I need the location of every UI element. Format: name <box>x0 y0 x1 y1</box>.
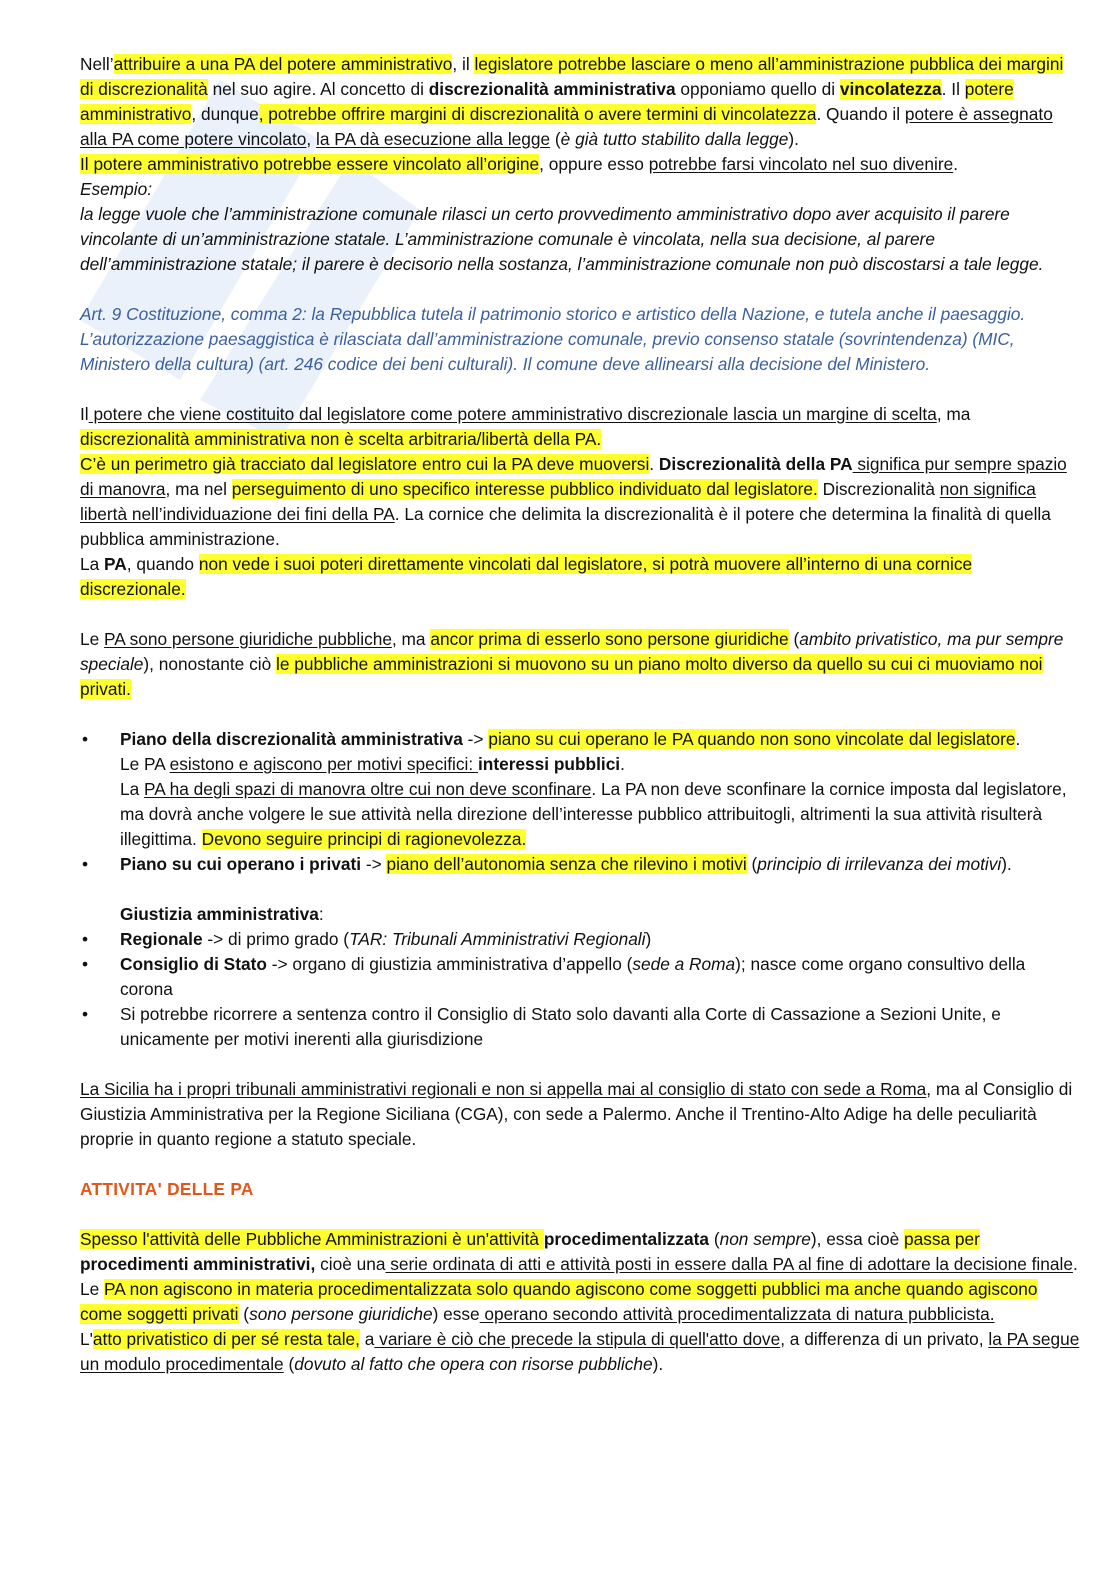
paragraph-persone-giuridiche: Le PA sono persone giuridiche pubbliche, ma ancor prima di esserlo sono persone giuridiche (ambito privatistico, ma pur sempre speciale), nonostante ciò le pubbliche amministrazioni si muovono su un piano molto diverso da quello su cui ci muoviamo noi privati. <box>80 629 1064 699</box>
list-item-regionale: • Regionale -> di primo grado (TAR: Tribunali Amministrativi Regionali) <box>80 927 1080 952</box>
example-label: Esempio: <box>80 179 153 199</box>
paragraph-potere-discrezionale: Il potere che viene costituito dal legislatore come potere amministrativo discrezionale lascia un margine di scelta, ma discrezionalità amministrativa non è scelta arbitraria/libertà della PA. C’è un perimetro già tracciato dal legislatore entro cui la PA deve muoversi. Discrezionalità della PA significa pur sempre spazio di manovra, ma nel perseguimento di uno specifico interesse pubblico individuato dal legislatore. Discrezionalità non significa libertà nell’individuazione dei fini della PA. La cornice che delimita la discrezionalità è il potere che determina la finalità di quella pubblica amministrazione. La PA, quando non vede i suoi poteri direttamente vincolati dal legislatore, si potrà muovere all’interno di una cornice discrezionale. <box>80 404 1067 599</box>
paragraph-vincolato: Il potere amministrativo potrebbe essere vincolato all’origine, oppure esso potrebbe farsi vincolato nel suo divenire. <box>80 154 959 174</box>
paragraph-attivita: Spesso l'attività delle Pubbliche Amministrazioni è un'attività procedimentalizzata (non sempre), essa cioè passa per procedimenti amministrativi, cioè una serie ordinata di atti e attività posti in essere dalla PA al fine di adottare la decisione finale. Le PA non agiscono in materia procedimentalizzata solo quando agiscono come soggetti pubblici ma anche quando agiscono come soggetti privati (sono persone giuridiche) esse operano secondo attività procedimentalizzata di natura pubblicista. L'atto privatistico di per sé resta tale, a variare è ciò che precede la stipula di quell'atto dove, a differenza di un privato, la PA segue un modulo procedimentale (dovuto al fatto che opera con risorse pubbliche). <box>80 1229 1080 1374</box>
paragraph-discrezionalita: Nell’attribuire a una PA del potere amministrativo, il legislatore potrebbe lasciare o meno all’amministrazione pubblica dei margini di discrezionalità nel suo agire. Al concetto di discrezionalità amministrativa opponiamo quello di vincolatezza. Il potere amministrativo, dunque, potrebbe offrire margini di discrezionalità o avere termini di vincolatezza. Quando il potere è assegnato alla PA come potere vincolato, la PA dà esecuzione alla legge (è già tutto stabilito dalla legge). <box>80 54 1064 149</box>
giustizia-heading: Giustizia amministrativa: <box>120 904 324 924</box>
section-heading: ATTIVITA' DELLE PA <box>80 1179 254 1199</box>
list-item-discrezionalita: • Piano della discrezionalità amministrativa -> piano su cui operano le PA quando non sono vincolate dal legislatore. Le PA esistono e agiscono per motivi specifici: interessi pubblici. La PA ha degli spazi di manovra oltre cui non deve sconfinare. La PA non deve sconfinare la cornice imposta dal legislatore, ma dovrà anche volgere le sue attività nella direzione dell’interesse pubblico attribuitogli, altrimenti la sua attività risulterà illegittima. Devono seguire principi di ragionevolezza. <box>80 727 1080 852</box>
document-page <box>80 52 1080 1377</box>
paragraph-sicilia: La Sicilia ha i propri tribunali amministrativi regionali e non si appella mai al consiglio di stato con sede a Roma, ma al Consiglio di Giustizia Amministrativa per la Regione Siciliana (CGA), con sede a Palermo. Anche il Trentino-Alto Adige ha delle peculiarità proprie in quanto regione a statuto speciale. <box>80 1079 1073 1149</box>
art9-note: Art. 9 Costituzione, comma 2: la Repubblica tutela il patrimonio storico e artistico della Nazione, e tutela anche il paesaggio. L’autorizzazione paesaggistica è rilasciata dall’amministrazione comunale, previo consenso statale (sovrintendenza) (MIC, Ministero della cultura) (art. 246 codice dei beni culturali). Il comune deve allinearsi alla decisione del Ministero. <box>80 304 1026 374</box>
piani-list <box>80 727 1080 877</box>
example-text: la legge vuole che l’amministrazione comunale rilasci un certo provvedimento amministrativo dopo aver acquisito il parere vincolante di un’amministrazione statale. L’amministrazione comunale è vincolata, nella sua decisione, al parere dell’amministrazione statale; il parere è decisorio nella sostanza, l’amministrazione comunale non può discostarsi a tale legge. <box>80 204 1044 274</box>
giustizia-list <box>80 927 1080 1052</box>
list-item-privati: • Piano su cui operano i privati -> piano dell’autonomia senza che rilevino i motivi (principio di irrilevanza dei motivi). <box>80 852 1080 877</box>
list-item-cassazione: • Si potrebbe ricorrere a sentenza contro il Consiglio di Stato solo davanti alla Corte di Cassazione a Sezioni Unite, e unicamente per motivi inerenti alla giurisdizione <box>80 1002 1080 1052</box>
list-item-consiglio-stato: • Consiglio di Stato -> organo di giustizia amministrativa d’appello (sede a Roma); nasce come organo consultivo della corona <box>80 952 1080 1002</box>
